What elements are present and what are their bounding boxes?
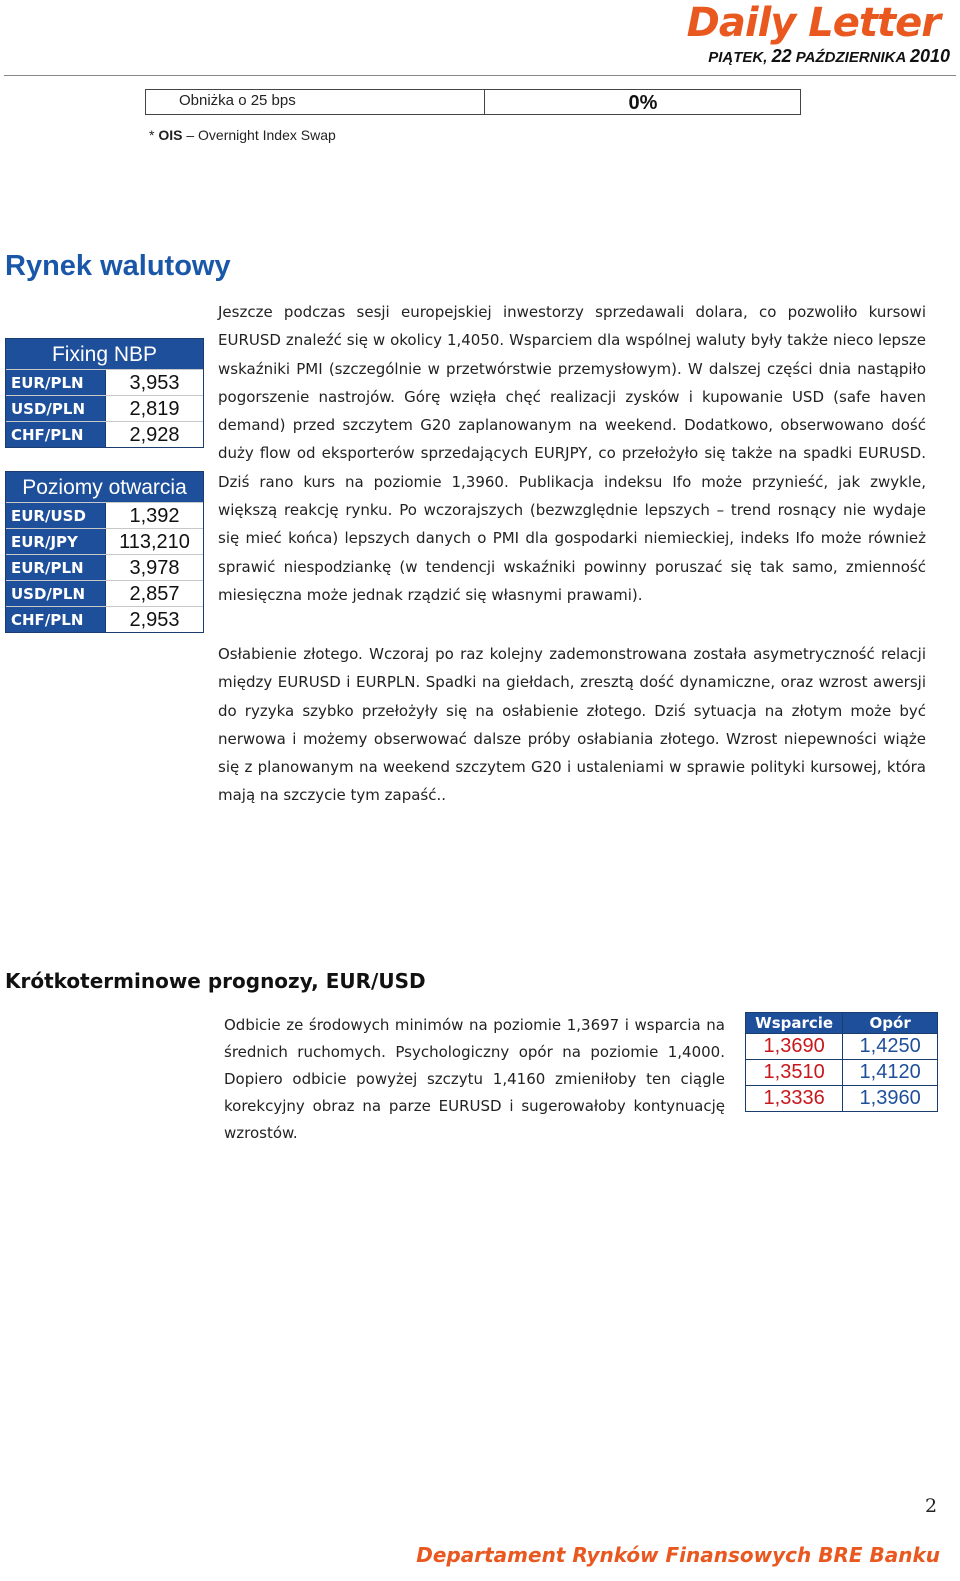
rate-value: 2,928	[129, 424, 180, 446]
col-header-support: Wsparcie	[746, 1013, 843, 1034]
table-row	[6, 369, 203, 395]
currency-pair: EUR/PLN	[6, 555, 106, 580]
rate-value: 2,953	[129, 609, 180, 631]
opening-levels-table	[5, 471, 204, 633]
table-row	[746, 1086, 938, 1112]
section-title-forecast: Krótkoterminowe prognozy, EUR/USD	[5, 969, 426, 993]
currency-pair: USD/PLN	[6, 581, 106, 606]
footnote-text: – Overnight Index Swap	[182, 127, 336, 143]
forecast-paragraph: Odbicie ze środowych minimów na poziomie 1,3697 i wsparcia na średnich ruchomych. Psychologiczny opór na poziomie 1,4000. Dopiero odbicie powyżej szczytu 1,4160 zmieniłoby ten ciągle korekcyjny obraz na parze EURUSD i sugerowałoby kontynuację wzrostów.	[224, 1016, 725, 1142]
currency-pair: USD/PLN	[6, 396, 106, 421]
support-level: 1,3336	[746, 1086, 843, 1112]
fixing-nbp-title: Fixing NBP	[6, 339, 203, 369]
currency-pair: EUR/USD	[6, 503, 106, 528]
table-row	[6, 554, 203, 580]
rate-value: 113,210	[119, 531, 190, 553]
opening-levels-title: Poziomy otwarcia	[6, 472, 203, 502]
table-row	[6, 528, 203, 554]
resistance-level: 1,4120	[843, 1060, 938, 1086]
currency-pair: CHF/PLN	[6, 422, 106, 447]
rate-value: 2,857	[129, 583, 180, 605]
table-row	[6, 395, 203, 421]
date-month: PAŹDZIERNIKA	[791, 49, 910, 66]
table-row	[746, 1034, 938, 1060]
rate-value: 1,392	[129, 505, 180, 527]
fx-commentary-paragraph: Jeszcze podczas sesji europejskiej inwestorzy sprzedawali dolara, co pozwoliło kursowi EURUSD znaleźć się w okolicy 1,4050. Wsparciem dla wspólnej waluty były także nieco lepsze wskaźniki PMI (szczególnie w przetwórstwie przemysłowym). W dalszej części dnia nastąpiło pogorszenie nastrojów. Górę wzięła chęć realizacji zysków i kupowanie USD (safe haven demand) przed szczytem G20 zaplanowanym na weekend. Dodatkowo, obserwowano dość duży flow od eksporterów sprzedających EURJPY, co przełożyło się także na spadki EURUSD. Dziś rano kurs na poziomie 1,3960. Publikacja indeksu Ifo może przynieść, jak zwykle, większą reakcję rynku. Po wczorajszych (bezwzględnie lepszych – trend rosnący nie wydaje się mieć końca) lepszych danych o PMI dla gospodarki niemieckiej, indeks Ifo może również sprawić niespodziankę (w tendencji wskaźniki powinny poruszać się tak samo, zmienność miesięczna może jednak rządzić się własnymi prawami).	[218, 303, 926, 604]
resistance-level: 1,3960	[843, 1086, 938, 1112]
currency-pair: EUR/PLN	[6, 370, 106, 395]
table-row	[6, 502, 203, 528]
issue-date	[708, 46, 950, 67]
section-title-fx: Rynek walutowy	[5, 250, 231, 282]
footer-department: Departament Rynków Finansowych BRE Banku	[416, 1543, 940, 1567]
zloty-commentary-paragraph: Osłabienie złotego. Wczoraj po raz kolejny zademonstrowana została asymetryczność relacji między EURUSD i EURPLN. Spadki na giełdach, zresztą dość dynamiczne, oraz wzrost awersji do ryzyka szybko przełożyły się na osłabienie złotego. Dziś sytuacja na złotym może być nerwowa i możemy obserwować dalsze próby osłabiania złotego. Wzrost niepewności wiąże się z planowanym na weekend szczytem G20 i ustaleniami w sprawie polityki kursowej, która mają na szczycie tym zapaść..	[218, 645, 926, 805]
date-day: 22	[771, 46, 792, 66]
rate-value: 3,953	[129, 372, 180, 394]
table-row	[746, 1060, 938, 1086]
currency-pair: CHF/PLN	[6, 607, 106, 632]
table-row	[6, 580, 203, 606]
rate-cut-label: Obniżka o 25 bps	[146, 90, 485, 114]
support-level: 1,3690	[746, 1034, 843, 1060]
support-resistance-table	[745, 1012, 938, 1112]
date-prefix: PIĄTEK,	[708, 49, 772, 66]
table-header-row	[746, 1013, 938, 1034]
col-header-resistance: Opór	[843, 1013, 938, 1034]
rate-cut-value: 0%	[628, 92, 658, 114]
footnote-star: *	[149, 127, 159, 143]
date-year: 2010	[909, 46, 950, 66]
currency-pair: EUR/JPY	[6, 529, 106, 554]
rate-value: 2,819	[129, 398, 180, 420]
support-level: 1,3510	[746, 1060, 843, 1086]
rate-cut-table	[145, 89, 801, 115]
header-divider	[4, 75, 956, 76]
footnote-abbr: OIS	[158, 127, 183, 143]
resistance-level: 1,4250	[843, 1034, 938, 1060]
brand-title: Daily Letter	[686, 0, 940, 46]
table-row	[6, 421, 203, 447]
ois-footnote	[149, 127, 336, 143]
table-row	[6, 606, 203, 632]
page-number: 2	[925, 1495, 938, 1517]
rate-value: 3,978	[129, 557, 180, 579]
fixing-nbp-table	[5, 338, 204, 448]
